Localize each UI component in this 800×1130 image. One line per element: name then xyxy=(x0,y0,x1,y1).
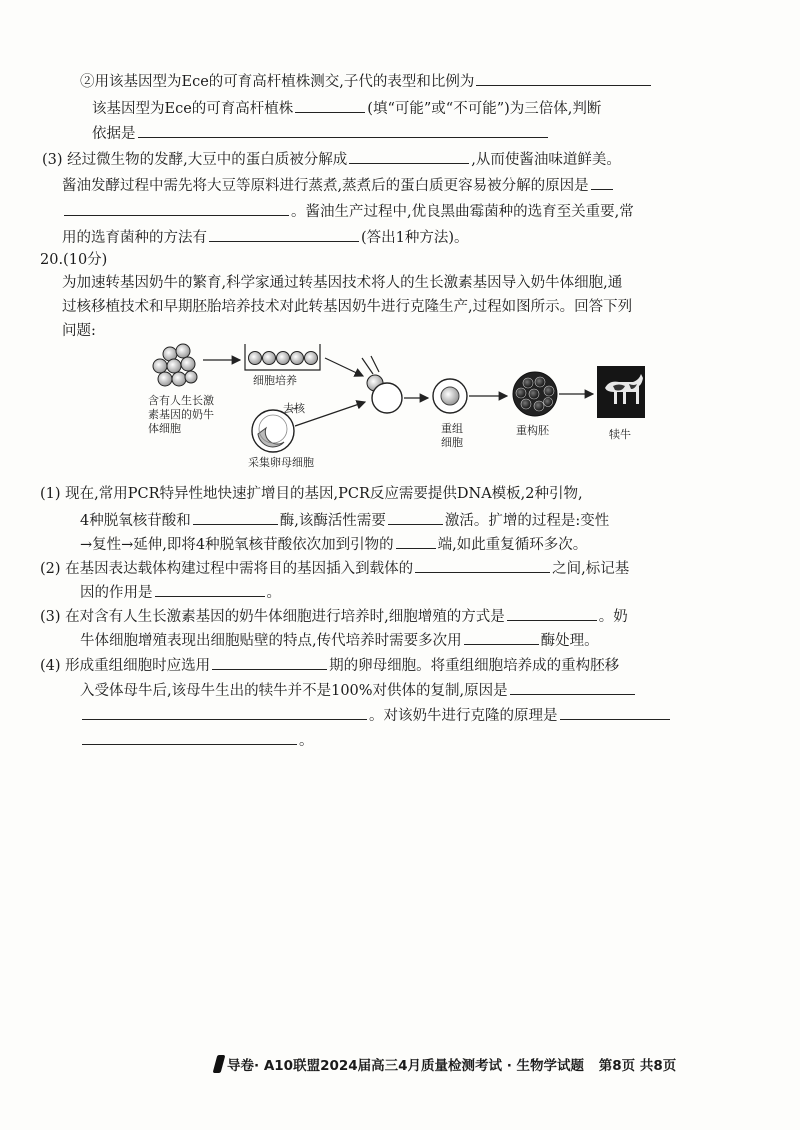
answer-blank[interactable] xyxy=(82,729,297,745)
cloning-process-diagram xyxy=(145,336,665,476)
label-somatic-2: 素基因的奶牛 xyxy=(148,408,214,421)
q19-p2-line1: ②用该基因型为Ece的可育高杆植株测交,子代的表型和比例为 xyxy=(80,70,653,92)
q19-p3-line4: 用的选育菌种的方法有 (答出1种方法)。 xyxy=(62,226,469,248)
q19-p2-line3: 依据是 xyxy=(92,122,550,144)
answer-blank[interactable] xyxy=(510,679,635,695)
q20-intro-line3: 问题: xyxy=(62,323,96,339)
label-cell-culture: 细胞培养 xyxy=(253,374,297,387)
q19-p3-line2: 酱油发酵过程中需先将大豆等原料进行蒸煮,蒸煮后的蛋白质更容易被分解的原因是 xyxy=(62,174,615,196)
label-recombinant-1: 重组 xyxy=(441,422,463,435)
answer-blank[interactable] xyxy=(155,581,265,597)
answer-blank[interactable] xyxy=(212,654,327,670)
label-embryo: 重构胚 xyxy=(516,424,549,437)
diagram-svg xyxy=(145,336,665,476)
page-footer xyxy=(215,1054,676,1074)
reconstructed-embryo xyxy=(513,372,557,416)
answer-blank[interactable] xyxy=(209,226,359,242)
q20-s3-line1: (3) 在对含有人生长激素基因的奶牛体细胞进行培养时,细胞增殖的方式是 。奶 xyxy=(40,605,628,627)
q20-s4-line3: 。对该奶牛进行克隆的原理是 xyxy=(80,704,672,726)
answer-blank[interactable] xyxy=(476,70,651,86)
q20-number: 20.(10分) xyxy=(40,252,108,268)
footer-brand: 导卷 xyxy=(227,1058,254,1074)
q20-s1-line1: (1) 现在,常用PCR特异性地快速扩增目的基因,PCR反应需要提供DNA模板,2种引物, xyxy=(40,486,583,502)
q20-s3-line2: 牛体细胞增殖表现出细胞贴壁的特点,传代培养时需要多次用 酶处理。 xyxy=(80,629,599,651)
q20-s4-line4: 。 xyxy=(80,729,314,751)
enucleated-oocyte xyxy=(252,410,294,452)
q20-s4-line1: (4) 形成重组细胞时应选用 期的卵母细胞。将重组细胞培养成的重构胚移 xyxy=(40,654,619,676)
q20-s2-line2: 因的作用是 。 xyxy=(80,581,281,603)
q20-s2-line1: (2) 在基因表达载体构建过程中需将目的基因插入到载体的 之间,标记基 xyxy=(40,557,629,579)
answer-blank[interactable] xyxy=(295,97,365,113)
q20-s1-line3: →复性→延伸,即将4种脱氧核苷酸依次加到引物的 端,如此重复循环多次。 xyxy=(80,533,587,555)
answer-blank[interactable] xyxy=(138,122,548,138)
q19-p2-line2: 该基因型为Ece的可育高杆植株 (填“可能”或“不可能”)为三倍体,判断 xyxy=(92,97,601,119)
footer-exam-title: · A10联盟2024届高三4月质量检测考试 · 生物学试题 xyxy=(254,1058,585,1074)
label-somatic-3: 体细胞 xyxy=(148,422,181,435)
answer-blank[interactable] xyxy=(464,629,539,645)
answer-blank[interactable] xyxy=(349,148,469,164)
arrow-to-fusion xyxy=(295,402,365,426)
answer-blank[interactable] xyxy=(388,509,443,525)
answer-blank[interactable] xyxy=(396,533,436,549)
answer-blank[interactable] xyxy=(507,605,597,621)
q19-p3-line1: (3) 经过微生物的发酵,大豆中的蛋白质被分解成 ,从而使酱油味道鲜美。 xyxy=(42,148,621,170)
q20-s1-line2: 4种脱氧核苷酸和 酶,该酶活性需要 激活。扩增的过程是:变性 xyxy=(80,509,609,531)
somatic-cell-cluster xyxy=(153,344,197,386)
q20-s4-line2: 入受体母牛后,该母牛生出的犊牛并不是100%对供体的复制,原因是 xyxy=(80,679,637,701)
label-oocyte: 采集卵母细胞 xyxy=(248,456,314,469)
q19-p3-line3: 。酱油生产过程中,优良黑曲霉菌种的选育至关重要,常 xyxy=(62,200,634,222)
answer-blank[interactable] xyxy=(415,557,550,573)
brand-logo-icon xyxy=(213,1055,226,1073)
q20-intro-line2: 过核移植技术和早期胚胎培养技术对此转基因奶牛进行克隆生产,过程如图所示。回答下列 xyxy=(62,299,633,315)
answer-blank[interactable] xyxy=(64,200,289,216)
answer-blank[interactable] xyxy=(82,704,367,720)
label-recombinant-2: 细胞 xyxy=(441,436,463,449)
answer-blank[interactable] xyxy=(591,174,613,190)
q20-intro-line1: 为加速转基因奶牛的繁育,科学家通过转基因技术将人的生长激素基因导入奶牛体细胞,通 xyxy=(62,275,623,291)
fused-cell xyxy=(372,383,402,413)
recombinant-cell xyxy=(433,379,467,413)
calf-image xyxy=(597,366,645,418)
label-calf: 犊牛 xyxy=(609,428,631,441)
footer-page-number: 第8页 共8页 xyxy=(598,1058,677,1074)
answer-blank[interactable] xyxy=(193,509,278,525)
answer-blank[interactable] xyxy=(560,704,670,720)
label-somatic-1: 含有人生长激 xyxy=(148,394,214,407)
cell-culture-dish xyxy=(245,344,320,370)
arrow-to-pipette xyxy=(325,358,363,376)
label-enucleate: 去核 xyxy=(283,402,305,415)
